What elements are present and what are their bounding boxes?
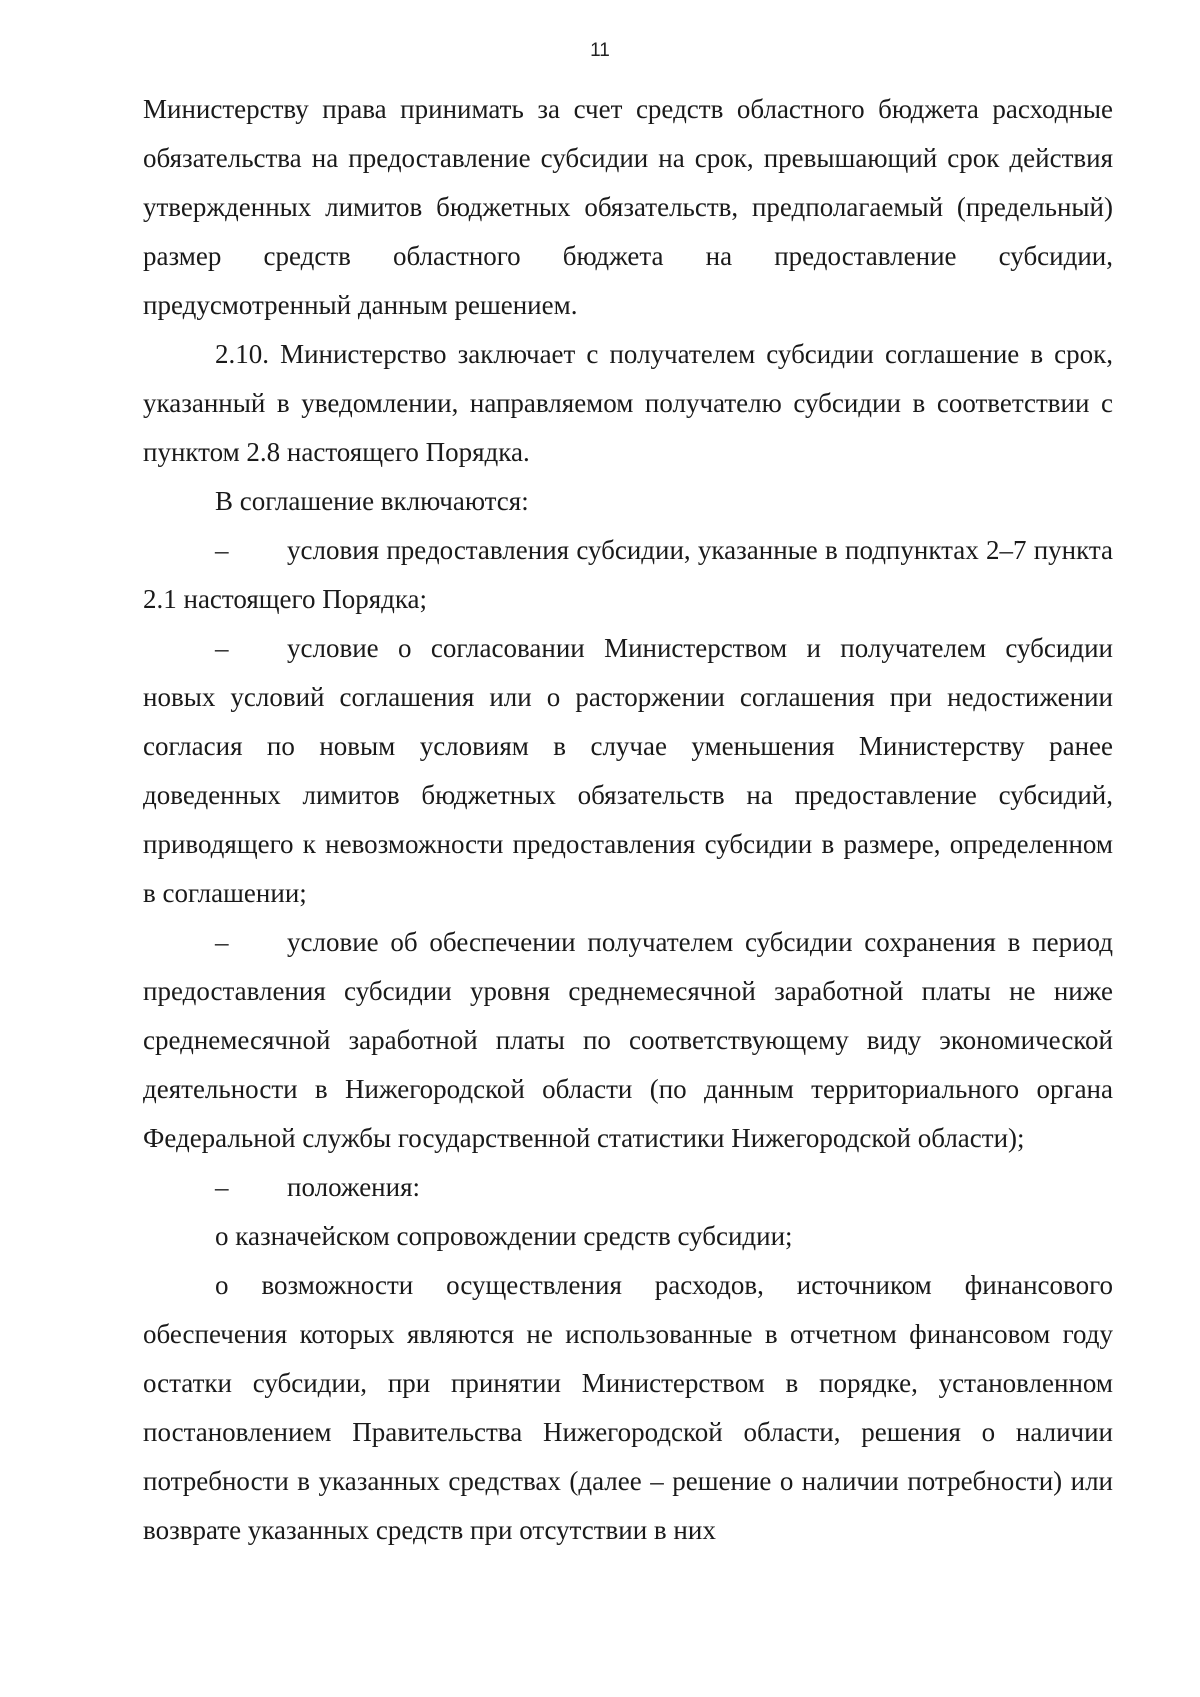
paragraph-2-10: 2.10. Министерство заключает с получателем субсидии соглашение в срок, указанный в уведомлении, направляемом получателю субсидии в соответствии с пунктом 2.8 настоящего Порядка. <box>143 339 1113 467</box>
paragraph-treasury-support: о казначейском сопровождении средств субсидии; <box>215 1221 793 1251</box>
list-item-text: условие о согласовании Министерством и получателем субсидии новых условий соглашения или о расторжении соглашения при недостижении согласия по новым условиям в случае уменьшения Министерству ранее доведенных лимитов бюджетных обязательств на предоставление субсидий, приводящего к невозможности предоставления субсидии в размере, определенном в соглашении; <box>143 633 1113 908</box>
list-item-salary-condition <box>143 918 1113 1163</box>
list-item-conditions <box>143 526 1113 624</box>
paragraph-expenses-possibility: о возможности осуществления расходов, источником финансового обеспечения которых являются не использованные в отчетном финансовом году остатки субсидии, при принятии Министерством в порядке, установленном постановлением Правительства Нижегородской области, решения о наличии потребности в указанных средствах (далее – решение о наличии потребности) или возврате указанных средств при отсутствии в них <box>143 1270 1113 1545</box>
list-item-provisions <box>143 1163 1113 1212</box>
list-item-text: условия предоставления субсидии, указанные в подпунктах 2–7 пункта 2.1 настоящего Порядка; <box>143 535 1113 614</box>
list-item-text: положения: <box>287 1172 420 1202</box>
dash-mark: – <box>215 1172 229 1202</box>
dash-mark: – <box>215 535 229 565</box>
page-number: 11 <box>590 40 610 61</box>
paragraph-continuation: Министерству права принимать за счет средств областного бюджета расходные обязательства на предоставление субсидии на срок, превышающий срок действия утвержденных лимитов бюджетных обязательств, предполагаемый (предельный) размер средств областного бюджета на предоставление субсидии, предусмотренный данным решением. <box>143 94 1113 320</box>
dash-mark: – <box>215 633 229 663</box>
paragraph-agreement-includes: В соглашение включаются: <box>215 486 529 516</box>
document-body <box>143 85 1113 1555</box>
list-item-text: условие об обеспечении получателем субсидии сохранения в период предоставления субсидии уровня среднемесячной заработной платы не ниже среднемесячной заработной платы по соответствующему виду экономической деятельности в Нижегородской области (по данным территориального органа Федеральной службы государственной статистики Нижегородской области); <box>143 927 1113 1153</box>
dash-mark: – <box>215 927 229 957</box>
list-item-approval-condition <box>143 624 1113 918</box>
